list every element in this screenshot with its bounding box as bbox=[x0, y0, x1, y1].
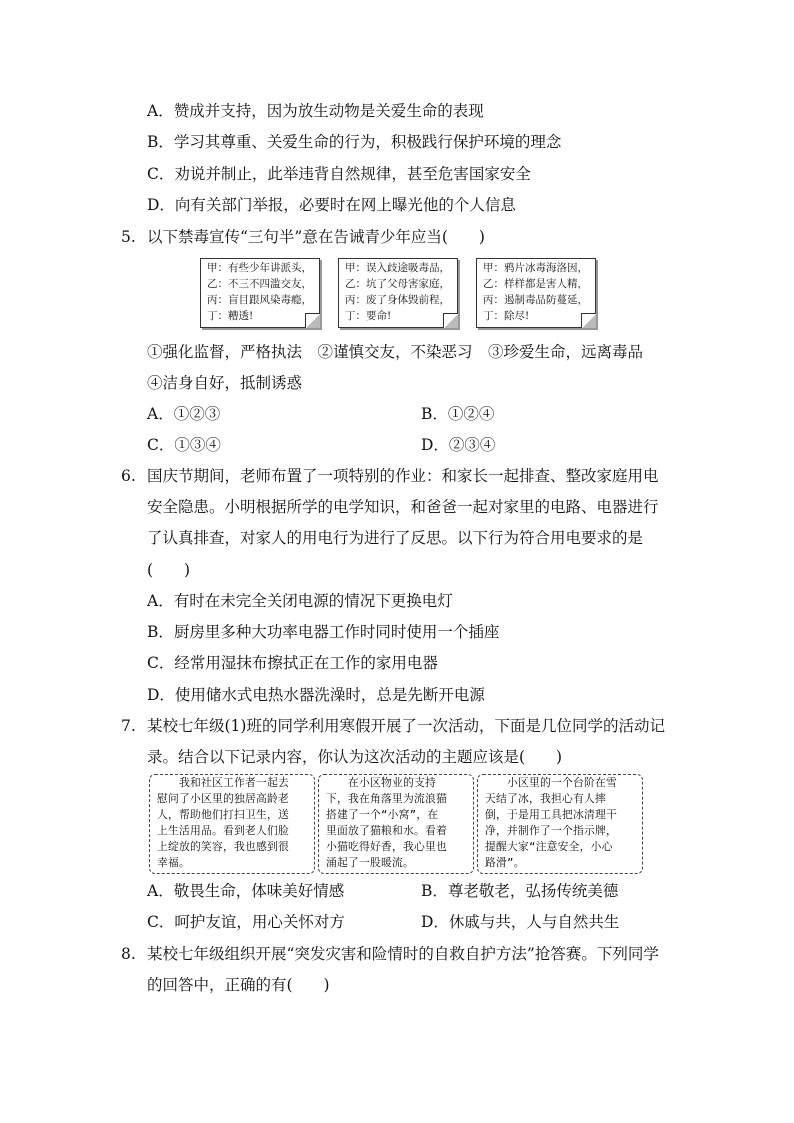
q7-record1-line: 我和社区工作者一起去 bbox=[157, 776, 289, 789]
q7-record-box-2 bbox=[318, 774, 474, 874]
q5-box2-line: 丙：废了身体毁前程， bbox=[345, 294, 450, 306]
q7-record-box-1 bbox=[149, 774, 315, 874]
q5-dialogue-box-1 bbox=[200, 258, 320, 328]
q7-record1-line: 人，帮助他们打扫卫生，送 bbox=[157, 808, 289, 821]
q5-box2-line: 乙：坑了父母害家庭， bbox=[345, 278, 450, 290]
q5-box2-line: 丁：要命! bbox=[345, 310, 392, 322]
q7-record2-line: 下，我在角落里为流浪猫 bbox=[326, 792, 447, 805]
q7-stem-line-1: 某校七年级(1)班的同学利用寒假开展了一次活动，下面是几位同学的活动记 bbox=[147, 717, 665, 735]
q5-box3-line: 丁：除尽! bbox=[483, 310, 530, 322]
q6-option-d: D．使用储水式电热水器洗澡时，总是先断开电源 bbox=[147, 686, 485, 704]
q7-option-d: D．休戚与共，人与自然共生 bbox=[421, 913, 620, 931]
q7-record3-line: 净，并制作了一个指示牌， bbox=[485, 824, 617, 837]
q8-stem-line-1: 某校七年级组织开展“突发灾害和险情时的自救自护方法”抢答赛。下列同学 bbox=[147, 945, 659, 963]
q5-box3-line: 甲：鸦片冰毒海洛因， bbox=[483, 262, 588, 274]
page-fold-corner bbox=[305, 313, 320, 328]
q7-record3-line: 小区里的一个台阶在雪 bbox=[485, 776, 617, 789]
q7-record3-line: 天结了冰，我担心有人摔 bbox=[485, 792, 606, 805]
q6-stem-line-1: 国庆节期间，老师布置了一项特别的作业：和家长一起排查、整改家庭用电 bbox=[147, 467, 659, 485]
q5-box1-line: 丁：糟透! bbox=[207, 310, 254, 322]
q4-option-b: B．学习其尊重、关爱生命的行为，积极践行保护环境的理念 bbox=[147, 133, 562, 151]
q5-statements-line-1: ①强化监督，严格执法 ②谨慎交友，不染恶习 ③珍爱生命，远离毒品 bbox=[147, 343, 644, 361]
q7-record2-line: 里面放了猫粮和水。看着 bbox=[326, 824, 447, 837]
q5-box1-line: 乙：不三不四滥交友， bbox=[207, 278, 312, 290]
q7-record1-line: 上生活用品。看到老人们脸 bbox=[157, 824, 289, 837]
q5-box3-line: 乙：样样都是害人精， bbox=[483, 278, 588, 290]
q7-option-c: C．呵护友谊，用心关怀对方 bbox=[147, 913, 345, 931]
q7-record2-line: 涌起了一股暖流。 bbox=[326, 856, 414, 869]
q8-number: 8. bbox=[121, 945, 136, 963]
q5-option-c: C．①③④ bbox=[147, 436, 221, 454]
q8-stem-line-2: 的回答中，正确的有( ) bbox=[147, 976, 330, 994]
q7-record2-line: 小猫吃得好香，我心里也 bbox=[326, 840, 447, 853]
q6-stem-line-3: 了认真排查，对家人的用电行为进行了反思。以下行为符合用电要求的是 bbox=[147, 529, 644, 547]
q5-box3-line: 丙：遏制毒品防蔓延， bbox=[483, 294, 588, 306]
q5-stem: 以下禁毒宣传“三句半”意在告诫青少年应当( ) bbox=[147, 228, 485, 246]
q7-option-a: A．敬畏生命，体味美好情感 bbox=[147, 882, 345, 900]
q6-option-c: C．经常用湿抹布擦拭正在工作的家用电器 bbox=[147, 654, 438, 672]
q7-option-b: B．尊老敬老，弘扬传统美德 bbox=[421, 882, 619, 900]
q6-number: 6. bbox=[121, 467, 136, 485]
q7-record3-line: 提醒大家“注意安全，小心 bbox=[485, 840, 613, 853]
q5-dialogue-box-3 bbox=[476, 258, 596, 328]
q5-number: 5. bbox=[121, 228, 136, 246]
q7-record3-line: 路滑”。 bbox=[485, 856, 525, 869]
q5-box1-line: 丙：盲目跟风染毒瘾， bbox=[207, 294, 312, 306]
q4-option-a: A．赞成并支持，因为放生动物是关爱生命的表现 bbox=[147, 102, 484, 120]
q7-record1-line: 慰问了小区里的独居高龄老 bbox=[157, 792, 289, 805]
q7-record1-line: 幸福。 bbox=[157, 856, 190, 869]
q5-option-a: A．①②③ bbox=[147, 405, 221, 423]
q7-record-box-3 bbox=[477, 774, 643, 874]
q6-option-b: B．厨房里多种大功率电器工作时同时使用一个插座 bbox=[147, 623, 500, 641]
page-fold-corner bbox=[581, 313, 596, 328]
q5-box2-line: 甲：误入歧途吸毒品， bbox=[345, 262, 450, 274]
q5-box1-line: 甲：有些少年讲派头， bbox=[207, 262, 312, 274]
q5-option-b: B．①②④ bbox=[421, 405, 495, 423]
q7-record2-line: 搭建了一个“小窝”，在 bbox=[326, 808, 439, 821]
q7-record2-line: 在小区物业的支持 bbox=[326, 776, 436, 789]
q4-option-c: C．劝说并制止，此举违背自然规律，甚至危害国家安全 bbox=[147, 165, 531, 183]
q4-option-d: D．向有关部门举报，必要时在网上曝光他的个人信息 bbox=[147, 196, 516, 214]
q6-option-a: A．有时在未完全关闭电源的情况下更换电灯 bbox=[147, 592, 453, 610]
q6-stem-line-4: ( ) bbox=[147, 561, 191, 579]
q5-option-d: D．②③④ bbox=[421, 436, 496, 454]
q7-stem-line-2: 录。结合以下记录内容，你认为这次活动的主题应该是( ) bbox=[147, 748, 563, 766]
page-fold-corner bbox=[443, 313, 458, 328]
q7-record3-line: 倒，于是用工具把冰清理干 bbox=[485, 808, 617, 821]
q7-number: 7. bbox=[121, 717, 136, 735]
q7-record1-line: 上绽放的笑容，我也感到很 bbox=[157, 840, 289, 853]
q5-statements-line-2: ④洁身自好，抵制诱惑 bbox=[147, 374, 303, 392]
q5-dialogue-box-2 bbox=[338, 258, 458, 328]
q6-stem-line-2: 安全隐患。小明根据所学的电学知识，和爸爸一起对家里的电路、电器进行 bbox=[147, 498, 659, 516]
